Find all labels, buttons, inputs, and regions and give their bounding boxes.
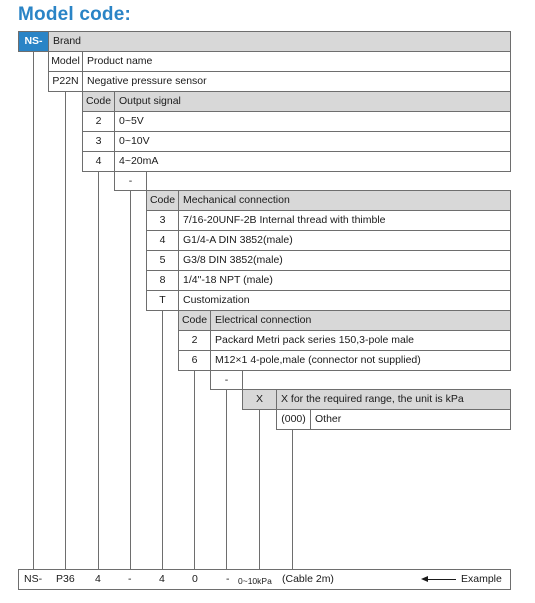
electrical-label-cell: M12×1 4-pole,male (connector not supplied)	[210, 350, 511, 371]
model-label-cell: Product name	[82, 51, 511, 72]
page-title: Model code:	[18, 4, 132, 25]
output-label-cell: 0~5V	[114, 111, 511, 132]
other-label-cell: Other	[310, 409, 511, 430]
mechanical-code-cell: T	[146, 290, 179, 311]
connector-line	[33, 51, 34, 569]
electrical-head-code: Code	[178, 310, 211, 331]
example-part: (Cable 2m)	[282, 573, 334, 585]
connector-line	[194, 370, 195, 569]
connector-line	[65, 91, 66, 569]
product-label-cell: Negative pressure sensor	[82, 71, 511, 92]
brand-code-cell: NS-	[18, 31, 49, 52]
mechanical-code-cell: 3	[146, 210, 179, 231]
connector-line	[226, 389, 227, 569]
mechanical-head-code: Code	[146, 190, 179, 211]
other-code-cell: (000)	[276, 409, 311, 430]
connector-line	[130, 190, 131, 569]
output-label-cell: 0~10V	[114, 131, 511, 152]
connector-line	[259, 409, 260, 569]
example-part: -	[226, 573, 230, 585]
output-head-code: Code	[82, 91, 115, 112]
electrical-code-cell: 6	[178, 350, 211, 371]
example-part: 4	[95, 573, 101, 585]
output-code-cell: 4	[82, 151, 115, 172]
electrical-code-cell: 2	[178, 330, 211, 351]
mechanical-label-cell: 7/16-20UNF-2B Internal thread with thimble	[178, 210, 511, 231]
product-code-cell: P22N	[48, 71, 83, 92]
range-code-cell: X	[242, 389, 277, 410]
electrical-label-cell: Packard Metri pack series 150,3-pole male	[210, 330, 511, 351]
mechanical-code-cell: 4	[146, 230, 179, 251]
output-label-cell: 4~20mA	[114, 151, 511, 172]
mechanical-head-label: Mechanical connection	[178, 190, 511, 211]
output-head-label: Output signal	[114, 91, 511, 112]
mechanical-label-cell: G3/8 DIN 3852(male)	[178, 250, 511, 271]
connector-line	[98, 171, 99, 569]
arrow-line	[426, 579, 456, 580]
example-part: 0	[192, 573, 198, 585]
mechanical-code-cell: 8	[146, 270, 179, 291]
output-code-cell: 3	[82, 131, 115, 152]
mechanical-code-cell: 5	[146, 250, 179, 271]
example-part: -	[128, 573, 132, 585]
example-part: NS-	[24, 573, 43, 585]
range-label-cell: X for the required range, the unit is kPa	[276, 389, 511, 410]
example-part: P36	[56, 573, 75, 585]
separator-cell: -	[210, 370, 243, 390]
output-code-cell: 2	[82, 111, 115, 132]
connector-line	[292, 429, 293, 569]
example-label: Example	[461, 573, 502, 585]
separator-cell: -	[114, 171, 147, 191]
connector-line	[162, 310, 163, 569]
example-part: 0~10kPa	[238, 576, 272, 586]
example-part: 4	[159, 573, 165, 585]
mechanical-label-cell: Customization	[178, 290, 511, 311]
mechanical-label-cell: G1/4-A DIN 3852(male)	[178, 230, 511, 251]
model-code-cell: Model	[48, 51, 83, 72]
brand-label-cell: Brand	[48, 31, 511, 52]
electrical-head-label: Electrical connection	[210, 310, 511, 331]
mechanical-label-cell: 1/4"-18 NPT (male)	[178, 270, 511, 291]
